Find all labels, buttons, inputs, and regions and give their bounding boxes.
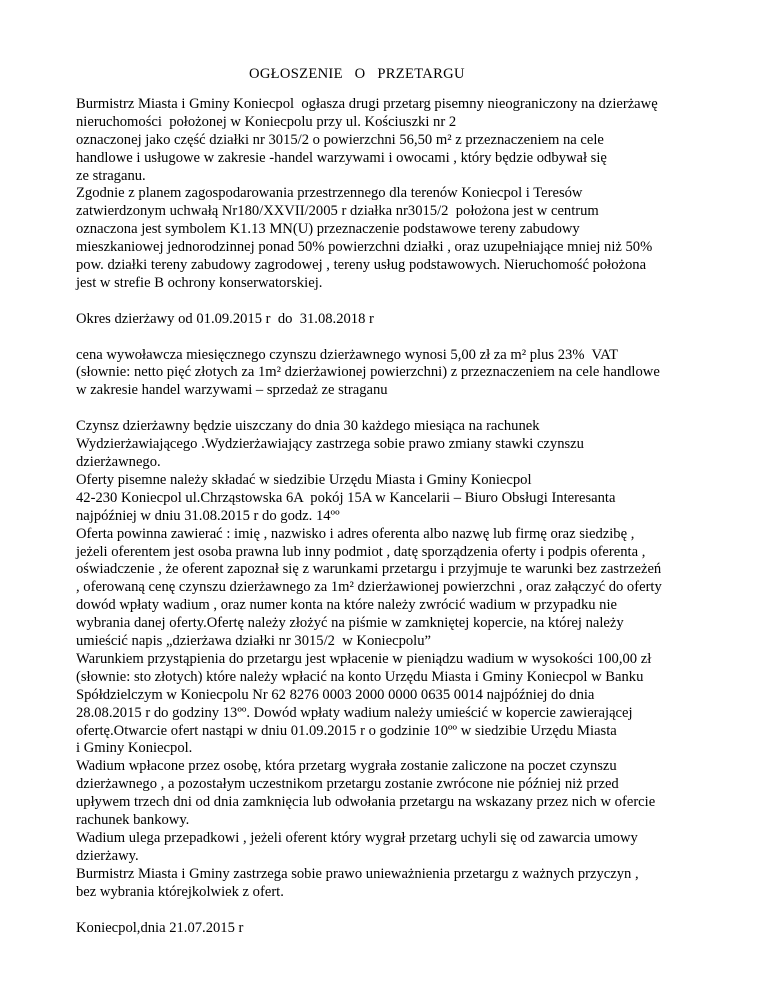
document-title: OGŁOSZENIE O PRZETARGU (249, 66, 465, 82)
text-line: wybrania danej oferty.Ofertę należy złożyć na piśmie w zamkniętej kopercie, na której należy (76, 615, 624, 632)
text-line: (słownie: sto złotych) które należy wpłacić na konto Urzędu Miasta i Gminy Koniecpol w Banku (76, 668, 644, 685)
text-line: , oferowaną cenę czynszu dzierżawnego za 1m² dzierżawionej powierzchni , oraz załączyć do oferty (76, 579, 662, 596)
paragraph-terms (76, 418, 736, 901)
text-line: oświadczenie , że oferent zapoznał się z warunkami przetargu i przyjmuje te warunki bez zastrzeżeń (76, 561, 662, 578)
text-line: Spółdzielczym w Koniecpolu Nr 62 8276 0003 2000 0000 0635 0014 najpóźniej do dnia (76, 686, 595, 703)
text-line: oznaczona jest symbolem K1.13 MN(U) przeznaczenie podstawowe tereny zabudowy (76, 221, 580, 238)
text-line: 28.08.2015 r do godziny 13ºº. Dowód wpłaty wadium należy umieścić w kopercie zawierającej (76, 704, 633, 721)
text-line: cena wywoławcza miesięcznego czynszu dzierżawnego wynosi 5,00 zł za m² plus 23% VAT (76, 346, 619, 363)
text-line: Oferta powinna zawierać : imię , nazwisko i adres oferenta albo nazwę lub firmę oraz siedzibę , (76, 525, 635, 542)
text-line: mieszkaniowej jednorodzinnej ponad 50% powierzchni działki , oraz uzupełniające mniej niż 50% (76, 239, 653, 256)
paragraph-starting-price (76, 347, 736, 401)
paragraph-date (76, 920, 736, 938)
text-line: Warunkiem przystąpienia do przetargu jest wpłacenie w pieniądzu wadium w wysokości 100,00 zł (76, 650, 652, 667)
document-date: Koniecpol,dnia 21.07.2015 r (76, 919, 244, 936)
text-line: jest w strefie B ochrony konserwatorskiej. (76, 274, 323, 291)
document-page (76, 66, 736, 955)
text-line: Okres dzierżawy od 01.09.2015 r do 31.08.2018 r (76, 310, 374, 327)
paragraph-lease-period (76, 311, 736, 329)
text-line: Burmistrz Miasta i Gminy Koniecpol ogłasza drugi przetarg pisemny nieograniczony na dzierżawę (76, 95, 658, 112)
text-line: Czynsz dzierżawny będzie uiszczany do dnia 30 każdego miesiąca na rachunek (76, 418, 540, 435)
paragraph-property-description (76, 96, 736, 293)
text-line: ofertę.Otwarcie ofert nastąpi w dniu 01.09.2015 r o godzinie 10ºº w siedzibie Urzędu Miasta (76, 722, 617, 739)
text-line: Burmistrz Miasta i Gminy zastrzega sobie prawo unieważnienia przetargu z ważnych przyczyn , (76, 865, 639, 882)
text-line: oznaczonej jako część działki nr 3015/2 o powierzchni 56,50 m² z przeznaczeniem na cele (76, 131, 604, 148)
text-line: rachunek bankowy. (76, 812, 190, 829)
text-line: i Gminy Koniecpol. (76, 740, 193, 757)
text-line: dzierżawnego. (76, 453, 161, 470)
text-line: pow. działki tereny zabudowy zagrodowej , tereny usług podstawowych. Nieruchomość położona (76, 257, 647, 274)
text-line: Oferty pisemne należy składać w siedzibie Urzędu Miasta i Gminy Koniecpol (76, 471, 532, 488)
text-line: 42-230 Koniecpol ul.Chrząstowska 6A pokój 15A w Kancelarii – Biuro Obsługi Interesanta (76, 489, 616, 506)
text-line: bez wybrania którejkolwiek z ofert. (76, 883, 284, 900)
text-line: handlowe i usługowe w zakresie -handel warzywami i owocami , który będzie odbywał się (76, 149, 607, 166)
text-line: dzierżawnego , a pozostałym uczestnikom przetargu zostanie zwrócone nie później niż przed (76, 776, 619, 793)
text-line: w zakresie handel warzywami – sprzedaż ze straganu (76, 382, 388, 399)
text-line: Wadium ulega przepadkowi , jeżeli oferent który wygrał przetarg uchyli się od zawarcia umowy (76, 830, 638, 847)
text-line: dowód wpłaty wadium , oraz numer konta na które należy zwrócić wadium w przypadku nie (76, 597, 618, 614)
text-line: Wydzierżawiającego .Wydzierżawiający zastrzega sobie prawo zmiany stawki czynszu (76, 436, 584, 453)
text-line: ze straganu. (76, 167, 146, 184)
text-line: Wadium wpłacone przez osobę, która przetarg wygrała zostanie zaliczone na poczet czynszu (76, 758, 617, 775)
text-line: dzierżawy. (76, 847, 139, 864)
text-line: jeżeli oferentem jest osoba prawna lub inny podmiot , datę sporządzenia oferty i podpis oferenta , (76, 543, 646, 560)
text-line: nieruchomości położonej w Koniecpolu przy ul. Kościuszki nr 2 (76, 113, 457, 130)
text-line: umieścić napis „dzierżawa działki nr 3015/2 w Koniecpolu” (76, 633, 431, 650)
text-line: (słownie: netto pięć złotych za 1m² dzierżawionej powierzchni) z przeznaczeniem na cele handlowe (76, 364, 660, 381)
text-line: Zgodnie z planem zagospodarowania przestrzennego dla terenów Koniecpol i Teresów (76, 185, 583, 202)
text-line: zatwierdzonym uchwałą Nr180/XXVII/2005 r działka nr3015/2 położona jest w centrum (76, 203, 599, 220)
text-line: najpóźniej w dniu 31.08.2015 r do godz. 14ºº (76, 507, 340, 524)
text-line: upływem trzech dni od dnia zamknięcia lub odwołania przetargu na wskazany przez nich w ofercie (76, 794, 656, 811)
